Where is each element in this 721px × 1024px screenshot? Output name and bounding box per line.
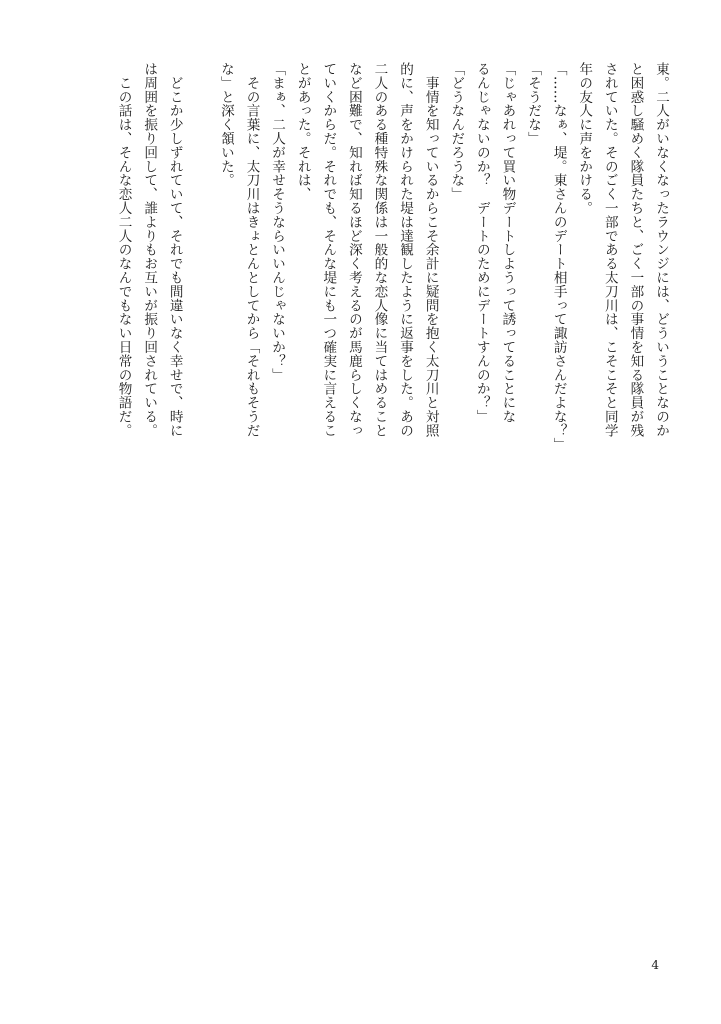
dialogue-line: 「そうだな」	[525, 62, 542, 146]
text-line: 事情を知っているからこそ余計に疑問を抱く太刀川と対照	[422, 62, 439, 438]
text-line: など困難で、知れば知るほど深く考えるのが馬鹿らしくなっ	[345, 62, 362, 438]
dialogue-line: 「……なぁ、堤。東さんのデート相手って諏訪さんだよな？」	[550, 62, 567, 452]
page-number: 4	[651, 958, 659, 972]
text-line: とがあった。それは、	[294, 62, 311, 201]
dialogue-line: 「じゃあれって買い物デートしようって誘ってることにな	[499, 62, 516, 424]
dialogue-line: 「どうなんだろうな」	[448, 62, 465, 201]
text-line: どこか少しずれていて、それでも間違いなく幸せで、時に	[166, 62, 183, 438]
vertical-text-body	[110, 62, 673, 682]
text-line: 年の友人に声をかける。	[576, 62, 593, 215]
text-line: ていくからだ。それでも、そんな堤にも一つ確実に言えるこ	[320, 62, 337, 438]
text-line: 二人のある種特殊な関係は一般的な恋人像に当てはめること	[371, 62, 388, 438]
scene-break	[187, 62, 213, 682]
text-line: 東。二人がいなくなったラウンジには、どういうことなのか	[653, 62, 669, 438]
text-line: は周囲を振り回して、誰よりもお互いが振り回されている。	[141, 62, 158, 438]
text-line: 的に、声をかけられた堤は達観したように返事をした。あの	[397, 62, 414, 438]
text-line: この話は、そんな恋人二人のなんでもない日常の物語だ。	[115, 62, 132, 438]
text-line: な」と深く頷いた。	[217, 62, 234, 188]
dialogue-line: 「まぁ、二人が幸せそうならいいんじゃないか？」	[269, 62, 286, 382]
text-line: されていた。そのごく一部である太刀川は、こそこそと同学	[601, 62, 618, 438]
text-line: その言葉に、太刀川はきょとんとしてから「それもそうだ	[243, 62, 260, 438]
dialogue-line: るんじゃないのか？ デートのためにデートすんのか？」	[473, 62, 490, 424]
text-line: と困惑し騒めく隊員たちと、ごく一部の事情を知る隊員が残	[627, 62, 644, 438]
